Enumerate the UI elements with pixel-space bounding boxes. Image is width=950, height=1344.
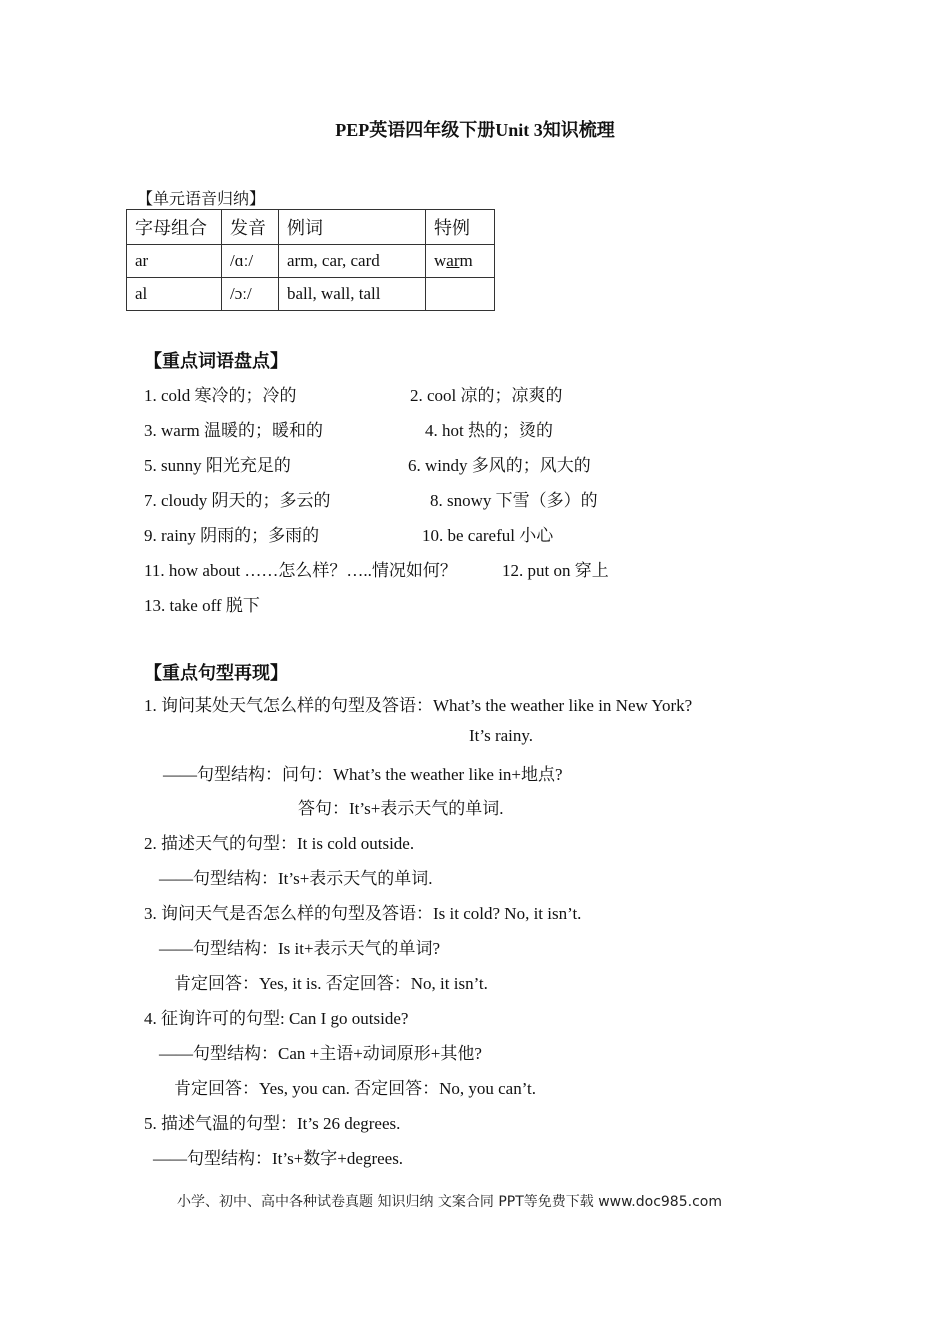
sentence-line: 5. 描述气温的句型：It’s 26 degrees. xyxy=(144,1114,401,1133)
vocab-item: 9. rainy 阴雨的；多雨的 xyxy=(144,526,320,545)
phonics-heading: 【单元语音归纳】 xyxy=(137,191,266,208)
special-pre: w xyxy=(434,251,447,270)
cell-examples: arm, car, card xyxy=(279,245,426,278)
table-row xyxy=(127,245,495,278)
vocab-item: 5. sunny 阳光充足的 xyxy=(144,456,291,475)
vocab-item: 7. cloudy 阴天的；多云的 xyxy=(144,491,331,510)
cell-sound: /ɔː/ xyxy=(222,278,279,311)
header-examples: 例词 xyxy=(279,210,426,245)
cell-special xyxy=(426,245,495,278)
sentence-line: ——句型结构：Is it+表示天气的单词? xyxy=(159,939,441,958)
vocab-item: 4. hot 热的；烫的 xyxy=(425,421,553,440)
sentence-line: 3. 询问天气是否怎么样的句型及答语：Is it cold? No, it isn’t. xyxy=(144,904,582,923)
vocab-item: 8. snowy 下雪（多）的 xyxy=(430,491,598,510)
sentence-line: 答句：It’s+表示天气的单词. xyxy=(298,799,504,818)
vocab-item: 12. put on 穿上 xyxy=(502,561,609,580)
vocab-item: 1. cold 寒冷的；冷的 xyxy=(144,386,297,405)
cell-examples: ball, wall, tall xyxy=(279,278,426,311)
vocab-heading: 【重点词语盘点】 xyxy=(144,351,288,371)
vocab-item: 2. cool 凉的；凉爽的 xyxy=(410,386,563,405)
vocab-item: 13. take off 脱下 xyxy=(144,596,260,615)
header-special: 特例 xyxy=(426,210,495,245)
cell-special xyxy=(426,278,495,311)
cell-sound: /ɑː/ xyxy=(222,245,279,278)
sentence-line: 1. 询问某处天气怎么样的句型及答语：What’s the weather like in New York? xyxy=(144,696,693,715)
special-underlined: ar xyxy=(446,251,460,270)
cell-combo: ar xyxy=(127,245,222,278)
sentence-line: ——句型结构：问句：What’s the weather like in+地点? xyxy=(163,765,563,784)
sentence-line: 肯定回答：Yes, you can. 否定回答：No, you can’t. xyxy=(174,1079,537,1098)
sentence-line: ——句型结构：Can +主语+动词原形+其他? xyxy=(159,1044,482,1063)
footer-text: 小学、初中、高中各种试卷真题 知识归纳 文案合同 PPT等免费下载 www.doc985.com xyxy=(177,1194,722,1210)
sentence-line: ——句型结构：It’s+数字+degrees. xyxy=(153,1149,404,1168)
vocab-item: 11. how about ……怎么样？…..情况如何？ xyxy=(144,561,457,580)
phonics-table xyxy=(126,209,495,311)
cell-combo: al xyxy=(127,278,222,311)
sentence-line: 4. 征询许可的句型: Can I go outside? xyxy=(144,1009,409,1028)
page-title: PEP英语四年级下册Unit 3知识梳理 xyxy=(335,120,615,140)
vocab-item: 3. warm 温暖的；暖和的 xyxy=(144,421,323,440)
header-combo: 字母组合 xyxy=(127,210,222,245)
sentence-line: It’s rainy. xyxy=(469,726,534,745)
sentence-line: ——句型结构：It’s+表示天气的单词. xyxy=(159,869,433,888)
sentence-line: 肯定回答：Yes, it is. 否定回答：No, it isn’t. xyxy=(174,974,488,993)
sentence-line: 2. 描述天气的句型：It is cold outside. xyxy=(144,834,415,853)
header-sound: 发音 xyxy=(222,210,279,245)
special-post: m xyxy=(459,251,473,270)
vocab-item: 6. windy 多风的；风大的 xyxy=(408,456,591,475)
vocab-item: 10. be careful 小心 xyxy=(422,526,554,545)
table-header-row xyxy=(127,210,495,245)
sentences-heading: 【重点句型再现】 xyxy=(144,663,288,683)
table-row xyxy=(127,278,495,311)
